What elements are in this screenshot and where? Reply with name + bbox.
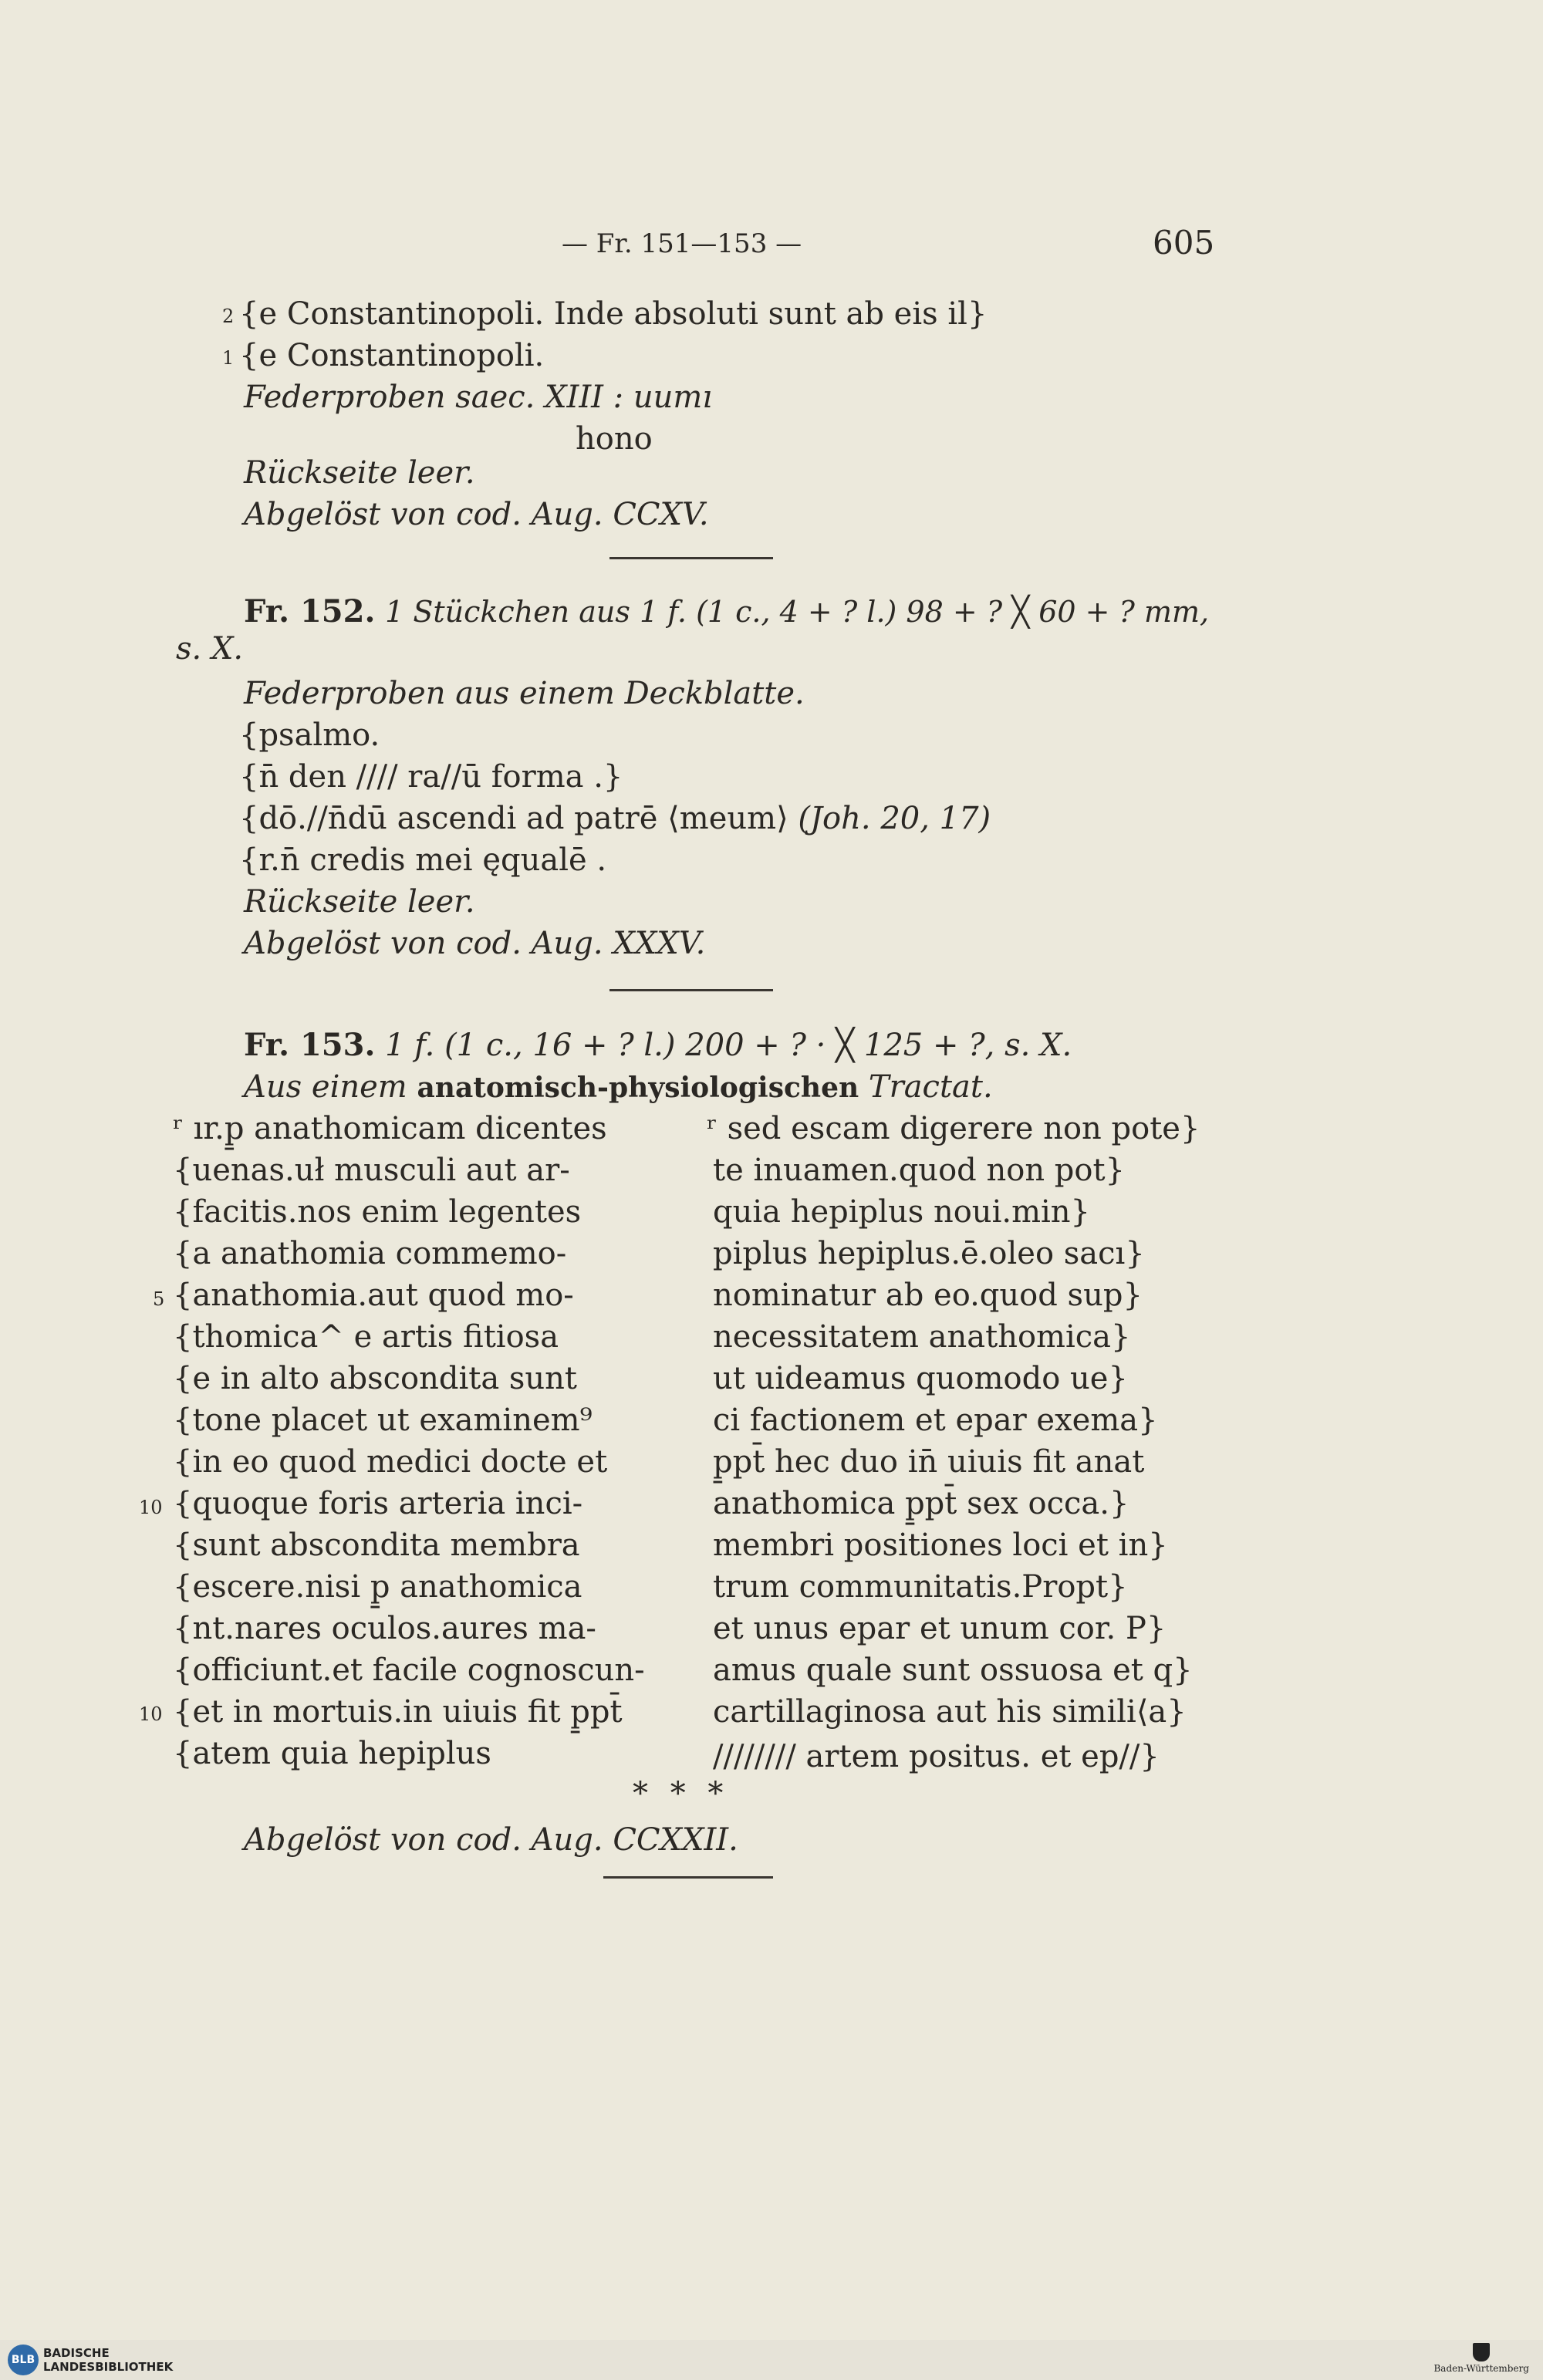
section-divider bbox=[609, 557, 773, 559]
left-column-line: {quoque foris arteria inci- bbox=[173, 1486, 583, 1521]
fragment-number: Fr. 153. bbox=[244, 1027, 376, 1063]
fragment-number: Fr. 152. bbox=[244, 593, 376, 630]
right-column-line: ci factionem et epar exema} bbox=[713, 1403, 1158, 1438]
line-number: 1 bbox=[222, 347, 235, 369]
right-column-line: et unus epar et unum cor. P} bbox=[713, 1611, 1167, 1646]
text-line bbox=[239, 798, 991, 839]
fragment-subtitle bbox=[244, 1066, 993, 1109]
left-column-line: {e in alto abscondita sunt bbox=[173, 1361, 578, 1396]
line-number: 10 bbox=[139, 1497, 163, 1518]
left-column-line: {escere.nisi p̱ anathomica bbox=[173, 1569, 582, 1605]
right-column-line: quia hepiplus noui.min} bbox=[713, 1194, 1091, 1230]
right-column-line: necessitatem anathomica} bbox=[713, 1319, 1131, 1355]
right-column-line: piplus hepiplus.ē.oleo sacı} bbox=[713, 1236, 1145, 1271]
text-line: {psalmo. bbox=[239, 717, 380, 753]
left-column-line: {in eo quod medici docte et bbox=[173, 1444, 608, 1480]
text-line: {e Constantinopoli. Inde absoluti sunt ab eis il} bbox=[239, 296, 988, 332]
right-column-line: te inuamen.quod non pot} bbox=[713, 1153, 1126, 1188]
right-column-line: membri positiones loci et in} bbox=[713, 1528, 1168, 1563]
right-column-line: trum communitatis.Propt} bbox=[713, 1569, 1128, 1605]
right-column-line: p̱pt̄ hec duo in̄ uiuis fit anat bbox=[713, 1444, 1145, 1480]
text-line-content: {dō.//n̄dū ascendi ad patrē ⟨meum⟩ bbox=[239, 801, 788, 836]
text-line: {n̄ den //// ra//ū forma .} bbox=[239, 759, 623, 795]
left-column-line: {a anathomia commemo- bbox=[173, 1236, 567, 1271]
left-column-line: {facitis.nos enim legentes bbox=[173, 1194, 582, 1230]
subtitle-part: Tractat. bbox=[868, 1069, 993, 1105]
right-column-line: ut uideamus quomodo ue} bbox=[713, 1361, 1128, 1396]
section-divider bbox=[609, 989, 773, 991]
bible-reference: (Joh. 20, 17) bbox=[798, 801, 991, 836]
left-column-line: {anathomia.aut quod mo- bbox=[173, 1278, 574, 1313]
right-column-line: nominatur ab eo.quod sup} bbox=[713, 1278, 1143, 1313]
library-name-line: LANDESBIBLIOTHEK bbox=[43, 2360, 174, 2374]
left-column-line: {et in mortuis.in uiuis fit p̱pt̄ bbox=[173, 1694, 623, 1730]
left-column-line: {nt.nares oculos.aures ma- bbox=[173, 1611, 596, 1646]
running-header: — Fr. 151—153 — bbox=[562, 228, 802, 259]
federproben-note: Federproben saec. XIII : uumı bbox=[244, 380, 713, 415]
line-number: 5 bbox=[153, 1288, 165, 1310]
text-line: {e Constantinopoli. bbox=[239, 338, 545, 373]
left-column-line: {tone placet ut examinem⁹ bbox=[173, 1403, 593, 1438]
abgeloest-note: Abgelöst von cod. Aug. CCXV. bbox=[244, 497, 709, 532]
fragment-heading bbox=[244, 591, 1209, 633]
federproben-note: Federproben aus einem Deckblatte. bbox=[244, 676, 805, 711]
page-number: 605 bbox=[1153, 224, 1215, 262]
blb-logo: BLB bbox=[8, 2345, 39, 2375]
text-line: hono bbox=[576, 421, 653, 457]
right-column-line: ʳ sed escam digerere non pote} bbox=[707, 1111, 1200, 1146]
rueckseite-note: Rückseite leer. bbox=[244, 455, 475, 491]
rueckseite-note: Rückseite leer. bbox=[244, 884, 475, 920]
abgeloest-note: Abgelöst von cod. Aug. XXXV. bbox=[244, 926, 706, 961]
state-name: Baden-Württemberg bbox=[1433, 2363, 1529, 2374]
baden-wuerttemberg-logo bbox=[1433, 2343, 1529, 2374]
right-column-line: amus quale sunt ossuosa et q} bbox=[713, 1652, 1193, 1688]
coat-of-arms-icon bbox=[1473, 2343, 1490, 2361]
library-name-line: BADISCHE bbox=[43, 2346, 110, 2360]
library-footer bbox=[0, 2340, 1543, 2380]
line-number: 2 bbox=[222, 306, 235, 327]
section-asterisks: * * * bbox=[633, 1776, 730, 1811]
text-line: {r.n̄ credis mei ęqualē . bbox=[239, 842, 607, 878]
right-column-line: anathomica p̱pt̄ sex occa.} bbox=[713, 1486, 1129, 1521]
left-column-line: {uenas.uł musculi aut ar- bbox=[173, 1153, 570, 1188]
fragment-heading bbox=[244, 1025, 1072, 1066]
left-column-line: {sunt abscondita membra bbox=[173, 1528, 580, 1563]
right-column-line: //////// artem positus. et ep//} bbox=[713, 1739, 1160, 1774]
fragment-description-cont: s. X. bbox=[176, 631, 244, 667]
subtitle-part: Aus einem bbox=[244, 1069, 407, 1105]
abgeloest-note: Abgelöst von cod. Aug. CCXXII. bbox=[244, 1822, 738, 1858]
library-name bbox=[43, 2346, 173, 2374]
subtitle-part: anatomisch-physiologischen bbox=[417, 1072, 859, 1104]
fragment-description: 1 f. (1 c., 16 + ? l.) 200 + ? · ╳ 125 + ?, s. X. bbox=[385, 1028, 1072, 1063]
line-number: 10 bbox=[139, 1703, 163, 1725]
left-column-line: {thomica^ e artis fitiosa bbox=[173, 1319, 559, 1355]
right-column-line: cartillaginosa aut his simili⟨a} bbox=[713, 1694, 1187, 1730]
fragment-description: 1 Stückchen aus 1 f. (1 c., 4 + ? l.) 98 + ? ╳ 60 + ? mm, bbox=[385, 595, 1210, 629]
left-column-line: ʳ ır.p̱ anathomicam dicentes bbox=[173, 1111, 607, 1146]
left-column-line: {officiunt.et facile cognoscun- bbox=[173, 1652, 645, 1688]
left-column-line: {atem quia hepiplus bbox=[173, 1736, 491, 1771]
section-divider bbox=[603, 1876, 773, 1879]
